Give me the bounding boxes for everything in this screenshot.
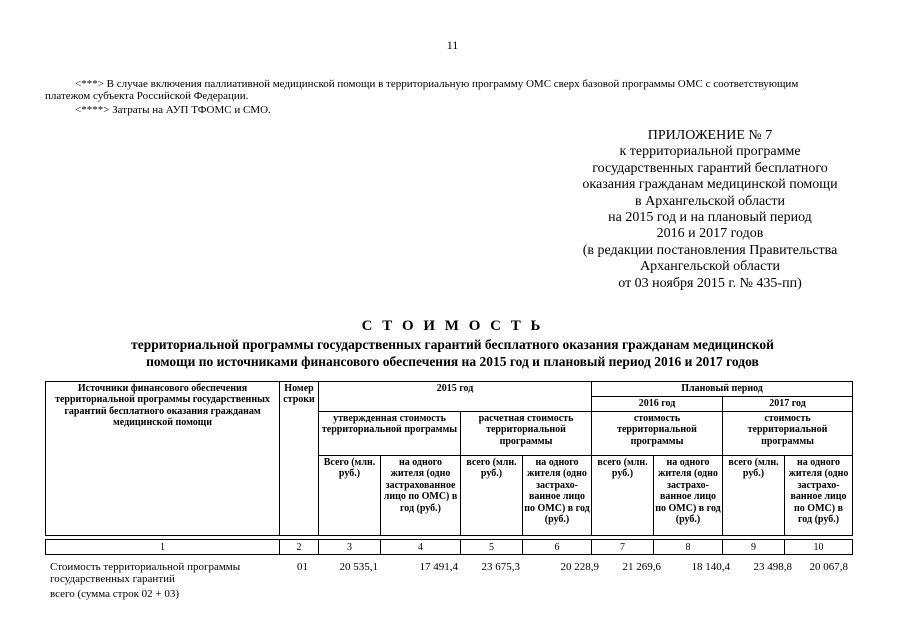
row-name-continued: всего (сумма строк 02 + 03) [50,588,180,600]
row-name: Стоимость территориальной программы государственных гарантий [50,561,241,585]
subheader-total: Всего (млн. руб.) [319,456,381,536]
appendix-line: 2016 и 2017 годов [656,226,764,242]
header-approved-cost: утвержденная стоимость территориальной программы [319,412,461,456]
appendix-line: Архангельской области [640,259,780,275]
cell-total-2015-approved: 20 535,1 [339,561,378,573]
subheader-per-capita: на одного жителя (одно застрахо-ванное лицо по ОМС) в год (руб.) [523,456,592,536]
appendix-block [560,128,860,292]
header-planned-period: Плановый период [592,382,853,397]
subheader-per-capita: на одного жителя (одно застрахо-ванное лицо по ОМС) в год (руб.) [785,456,853,536]
column-number: 8 [654,540,723,555]
appendix-line: в Архангельской области [635,193,785,209]
header-year-2017: 2017 год [723,397,853,412]
subheader-per-capita: на одного жителя (одно застрахо-ванное лицо по ОМС) в год (руб.) [654,456,723,536]
header-cost-2016: стоимость территориальной программы [592,412,723,456]
header-row-number: Номер строки [280,382,319,536]
column-number: 6 [523,540,592,555]
cell-per-capita-2015-approved: 17 491,4 [419,561,458,573]
header-cost-2017: стоимость территориальной программы [723,412,853,456]
cost-table [45,381,853,555]
appendix-line: к территориальной программе [619,144,801,160]
document-subtitle-line2: помощи по источниками финансового обеспечения на 2015 год и плановый период 2016 и 2017 годов [146,354,759,369]
header-estimated-cost: расчетная стоимость территориальной программы [461,412,592,456]
column-number: 9 [723,540,785,555]
document-title: С Т О И М О С Т Ь [361,318,544,334]
header-year-2016: 2016 год [592,397,723,412]
subheader-total: всего (млн. руб.) [592,456,654,536]
document-subtitle-line1: территориальной программы государственных гарантий бесплатного оказания гражданам медицинской [131,337,774,352]
appendix-line: на 2015 год и на плановый период [608,210,812,226]
subheader-total: всего (млн. руб.) [461,456,523,536]
footnote-palliative: <***> В случае включения паллиативной медицинской помощи в территориальную программу ОМС сверх базовой программы ОМС с соответствующим [75,78,799,90]
subheader-per-capita: на одного жителя (одно застрахованное лицо по ОМС) в год (руб.) [381,456,461,536]
column-number: 1 [46,540,280,555]
cell-per-capita-2016: 18 140,4 [691,561,730,573]
column-number: 10 [785,540,853,555]
row-number: 01 [297,561,308,573]
appendix-line: ПРИЛОЖЕНИЕ № 7 [647,128,773,143]
footnote-palliative-cont: платежом субъекта Российской Федерации. [45,90,249,102]
appendix-line: (в редакции постановления Правительства [582,242,838,258]
header-year-2015: 2015 год [319,382,592,412]
subheader-total: всего (млн. руб.) [723,456,785,536]
column-number: 2 [280,540,319,555]
appendix-line: государственных гарантий бесплатного [592,160,828,176]
column-number: 7 [592,540,654,555]
cell-per-capita-2015-estimated: 20 228,9 [560,561,599,573]
column-number: 4 [381,540,461,555]
header-sources: Источники финансового обеспечения территориальной программы государственных гарантий бесплатного оказания гражданам медицинской помощи [46,382,280,536]
page-number: 11 [446,38,459,52]
column-number: 5 [461,540,523,555]
footnote-aup: <****> Затраты на АУП ТФОМС и СМО. [75,104,271,116]
appendix-line: от 03 ноября 2015 г. № 435-пп) [618,275,802,291]
cell-total-2016: 21 269,6 [622,561,661,573]
column-number: 3 [319,540,381,555]
cell-total-2017: 23 498,8 [753,561,792,573]
cell-per-capita-2017: 20 067,8 [809,561,848,573]
appendix-line: оказания гражданам медицинской помощи [582,177,838,193]
cell-total-2015-estimated: 23 675,3 [481,561,520,573]
